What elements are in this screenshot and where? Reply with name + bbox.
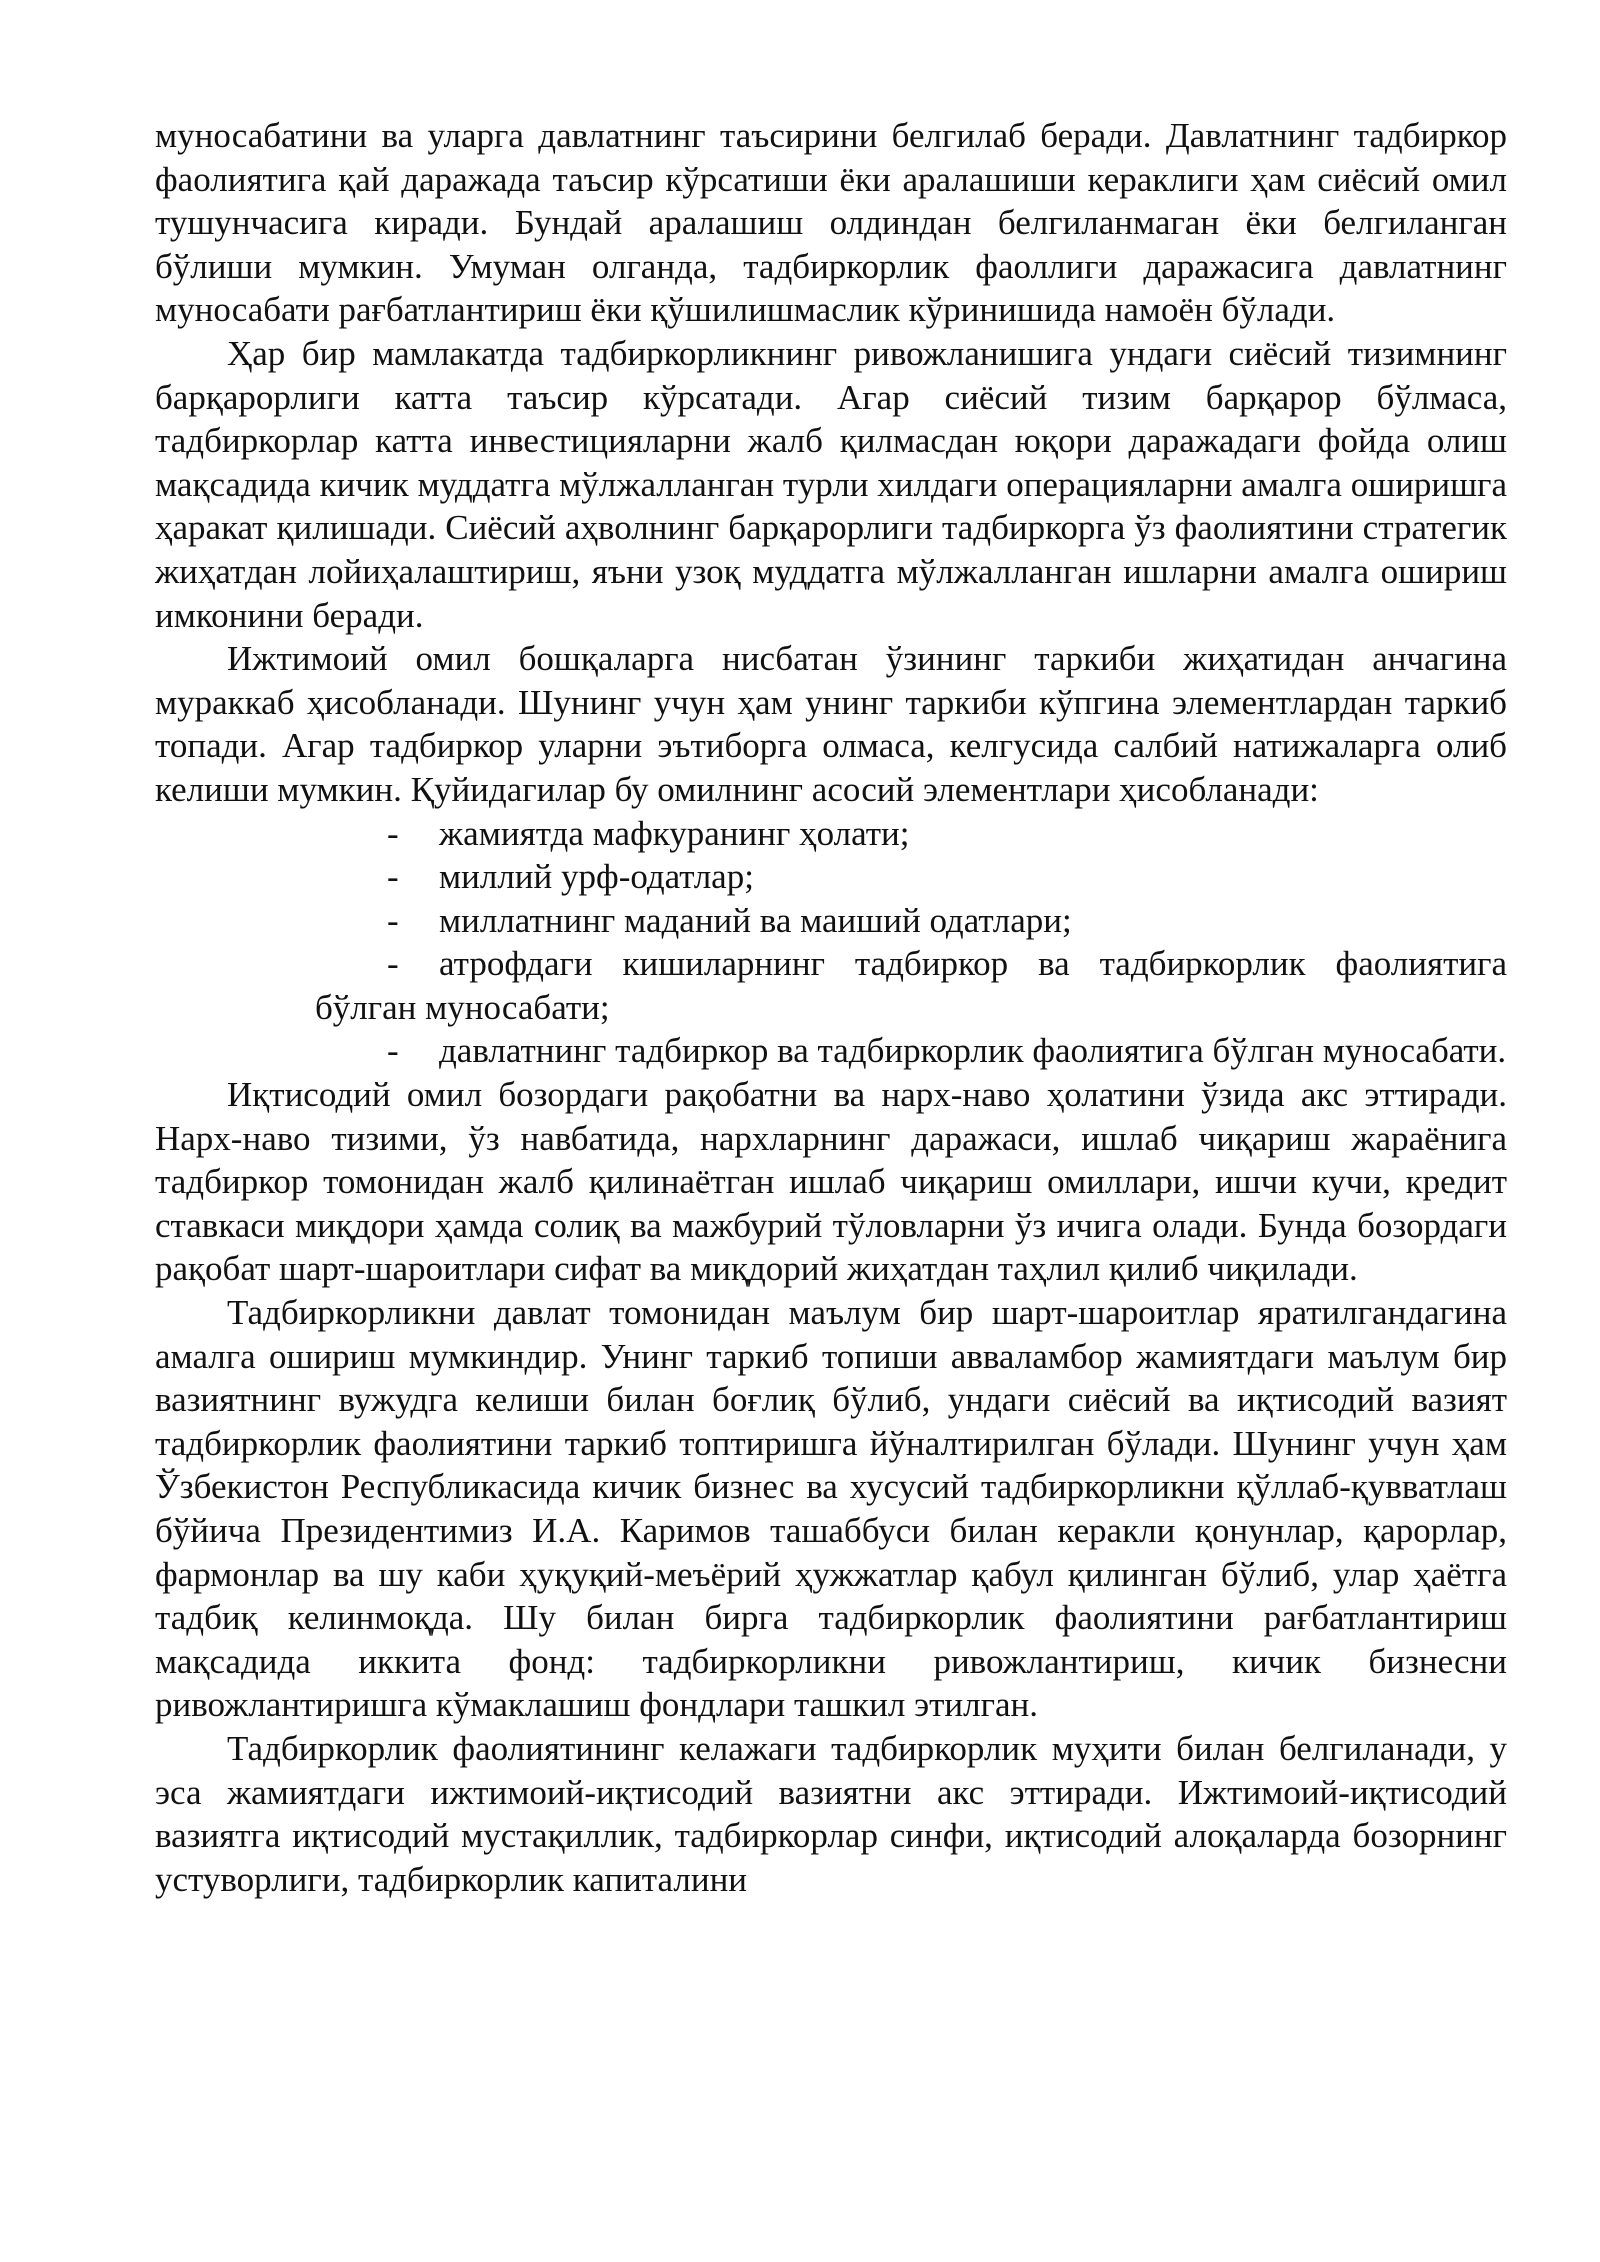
paragraph: Ҳар бир мамлакатда тадбиркорликнинг ривожланишига ундаги сиёсий тизимнинг барқарорлиги катта таъсир кўрсатади. Агар сиёсий тизим барқарор бўлмаса, тадбиркорлар катта инвестицияларни жалб қилмасдан юқори даражадаги фойда олиш мақсадида кичик муддатга мўлжалланган турли хилдаги операцияларни амалга оширишга ҳаракат қилишади. Сиёсий аҳволнинг барқарорлиги тадбиркорга ўз фаолиятини стратегик жиҳатдан лойиҳалаштириш, яъни узоқ муддатга мўлжалланган ишларни амалга ошириш имконини беради. [155, 333, 1507, 635]
paragraph: Ижтимоий омил бошқаларга нисбатан ўзининг таркиби жиҳатидан анчагина мураккаб ҳисобланади. Шунинг учун ҳам унинг таркиби кўпгина элементлардан таркиб топади. Агар тадбиркор уларни эътиборга олмаса, келгусида салбий натижаларга олиб келиши мумкин. Қуйидагилар бу омилнинг асосий элементлари ҳисобланади: [155, 639, 1507, 809]
list-item [155, 812, 1507, 856]
paragraph: Тадбиркорликни давлат томонидан маълум бир шарт-шароитлар яратилгандагина амалга ошириш мумкиндир. Унинг таркиб топиши авваламбор жамиятдаги маълум бир вазиятнинг вужудга келиши билан боғлиқ бўлиб, ундаги сиёсий ва иқтисодий вазият тадбиркорлик фаолиятини таркиб топтиришга йўналтирилган бўлади. Шунинг учун ҳам Ўзбекистон Республикасида кичик бизнес ва хусусий тадбиркорликни қўллаб-қувватлаш бўйича Президентимиз И.А. Каримов ташаббуси билан керакли қонунлар, қарорлар, фармонлар ва шу каби ҳуқуқий-меъёрий ҳужжатлар қабул қилинган бўлиб, улар ҳаётга тадбиқ келинмоқда. Шу билан бирга тадбиркорлик фаолиятини рағбатлантириш мақсадида иккита фонд: тадбиркорликни ривожлантириш, кичик бизнесни ривожлантиришга кўмаклашиш фондлари ташкил этилган. [155, 1293, 1507, 1725]
list-item [155, 942, 1507, 1029]
list-item [155, 899, 1507, 943]
elements-list [155, 812, 1507, 1074]
list-item-text: жамиятда мафкуранинг ҳолати; [439, 813, 910, 853]
paragraph: Иқтисодий омил бозордаги рақобатни ва нарх-наво ҳолатини ўзида акс эттиради. Нарх-наво тизими, ўз навбатида, нархларнинг даражаси, ишлаб чиқариш жараёнига тадбиркор томонидан жалб қилинаётган ишлаб чиқариш омиллари, ишчи кучи, кредит ставкаси миқдори ҳамда солиқ ва мажбурий тўловларни ўз ичига олади. Бунда бозордаги рақобат шарт-шароитлари сифат ва миқдорий жиҳатдан таҳлил қилиб чиқилади. [155, 1075, 1507, 1289]
list-dash: - [387, 944, 399, 984]
list-dash: - [387, 857, 399, 897]
list-item [155, 855, 1507, 899]
list-dash: - [387, 1031, 399, 1071]
list-item-text: давлатнинг тадбиркор ва тадбиркорлик фаолиятига бўлган муносабати. [439, 1031, 1507, 1071]
paragraph: муносабатини ва уларга давлатнинг таъсирини белгилаб беради. Давлатнинг тадбиркор фаолиятига қай даражада таъсир кўрсатиши ёки аралашиши кераклиги ҳам сиёсий омил тушунчасига киради. Бундай аралашиш олдиндан белгиланмаган ёки белгиланган бўлиши мумкин. Умуман олганда, тадбиркорлик фаоллиги даражасига давлатнинг муносабати рағбатлантириш ёки қўшилишмаслик кўринишида намоён бўлади. [155, 116, 1507, 330]
document-page [155, 114, 1507, 1901]
list-dash: - [387, 813, 399, 853]
list-item-text: миллий урф-одатлар; [439, 857, 754, 897]
paragraph: Тадбиркорлик фаолиятининг келажаги тадбиркорлик муҳити билан белгиланади, у эса жамиятдаги ижтимоий-иқтисодий вазиятни акс эттиради. Ижтимоий-иқтисодий вазиятга иқтисодий мустақиллик, тадбиркорлар синфи, иқтисодий алоқаларда бозорнинг устуворлиги, тадбиркорлик капиталини [155, 1728, 1507, 1899]
list-item-text: атрофдаги кишиларнинг тадбиркор ва тадбиркорлик фаолиятига бўлган муносабати; [315, 944, 1507, 1027]
list-dash: - [387, 900, 399, 940]
list-item-text: миллатнинг маданий ва маиший одатлари; [439, 900, 1072, 940]
list-item [155, 1029, 1507, 1073]
